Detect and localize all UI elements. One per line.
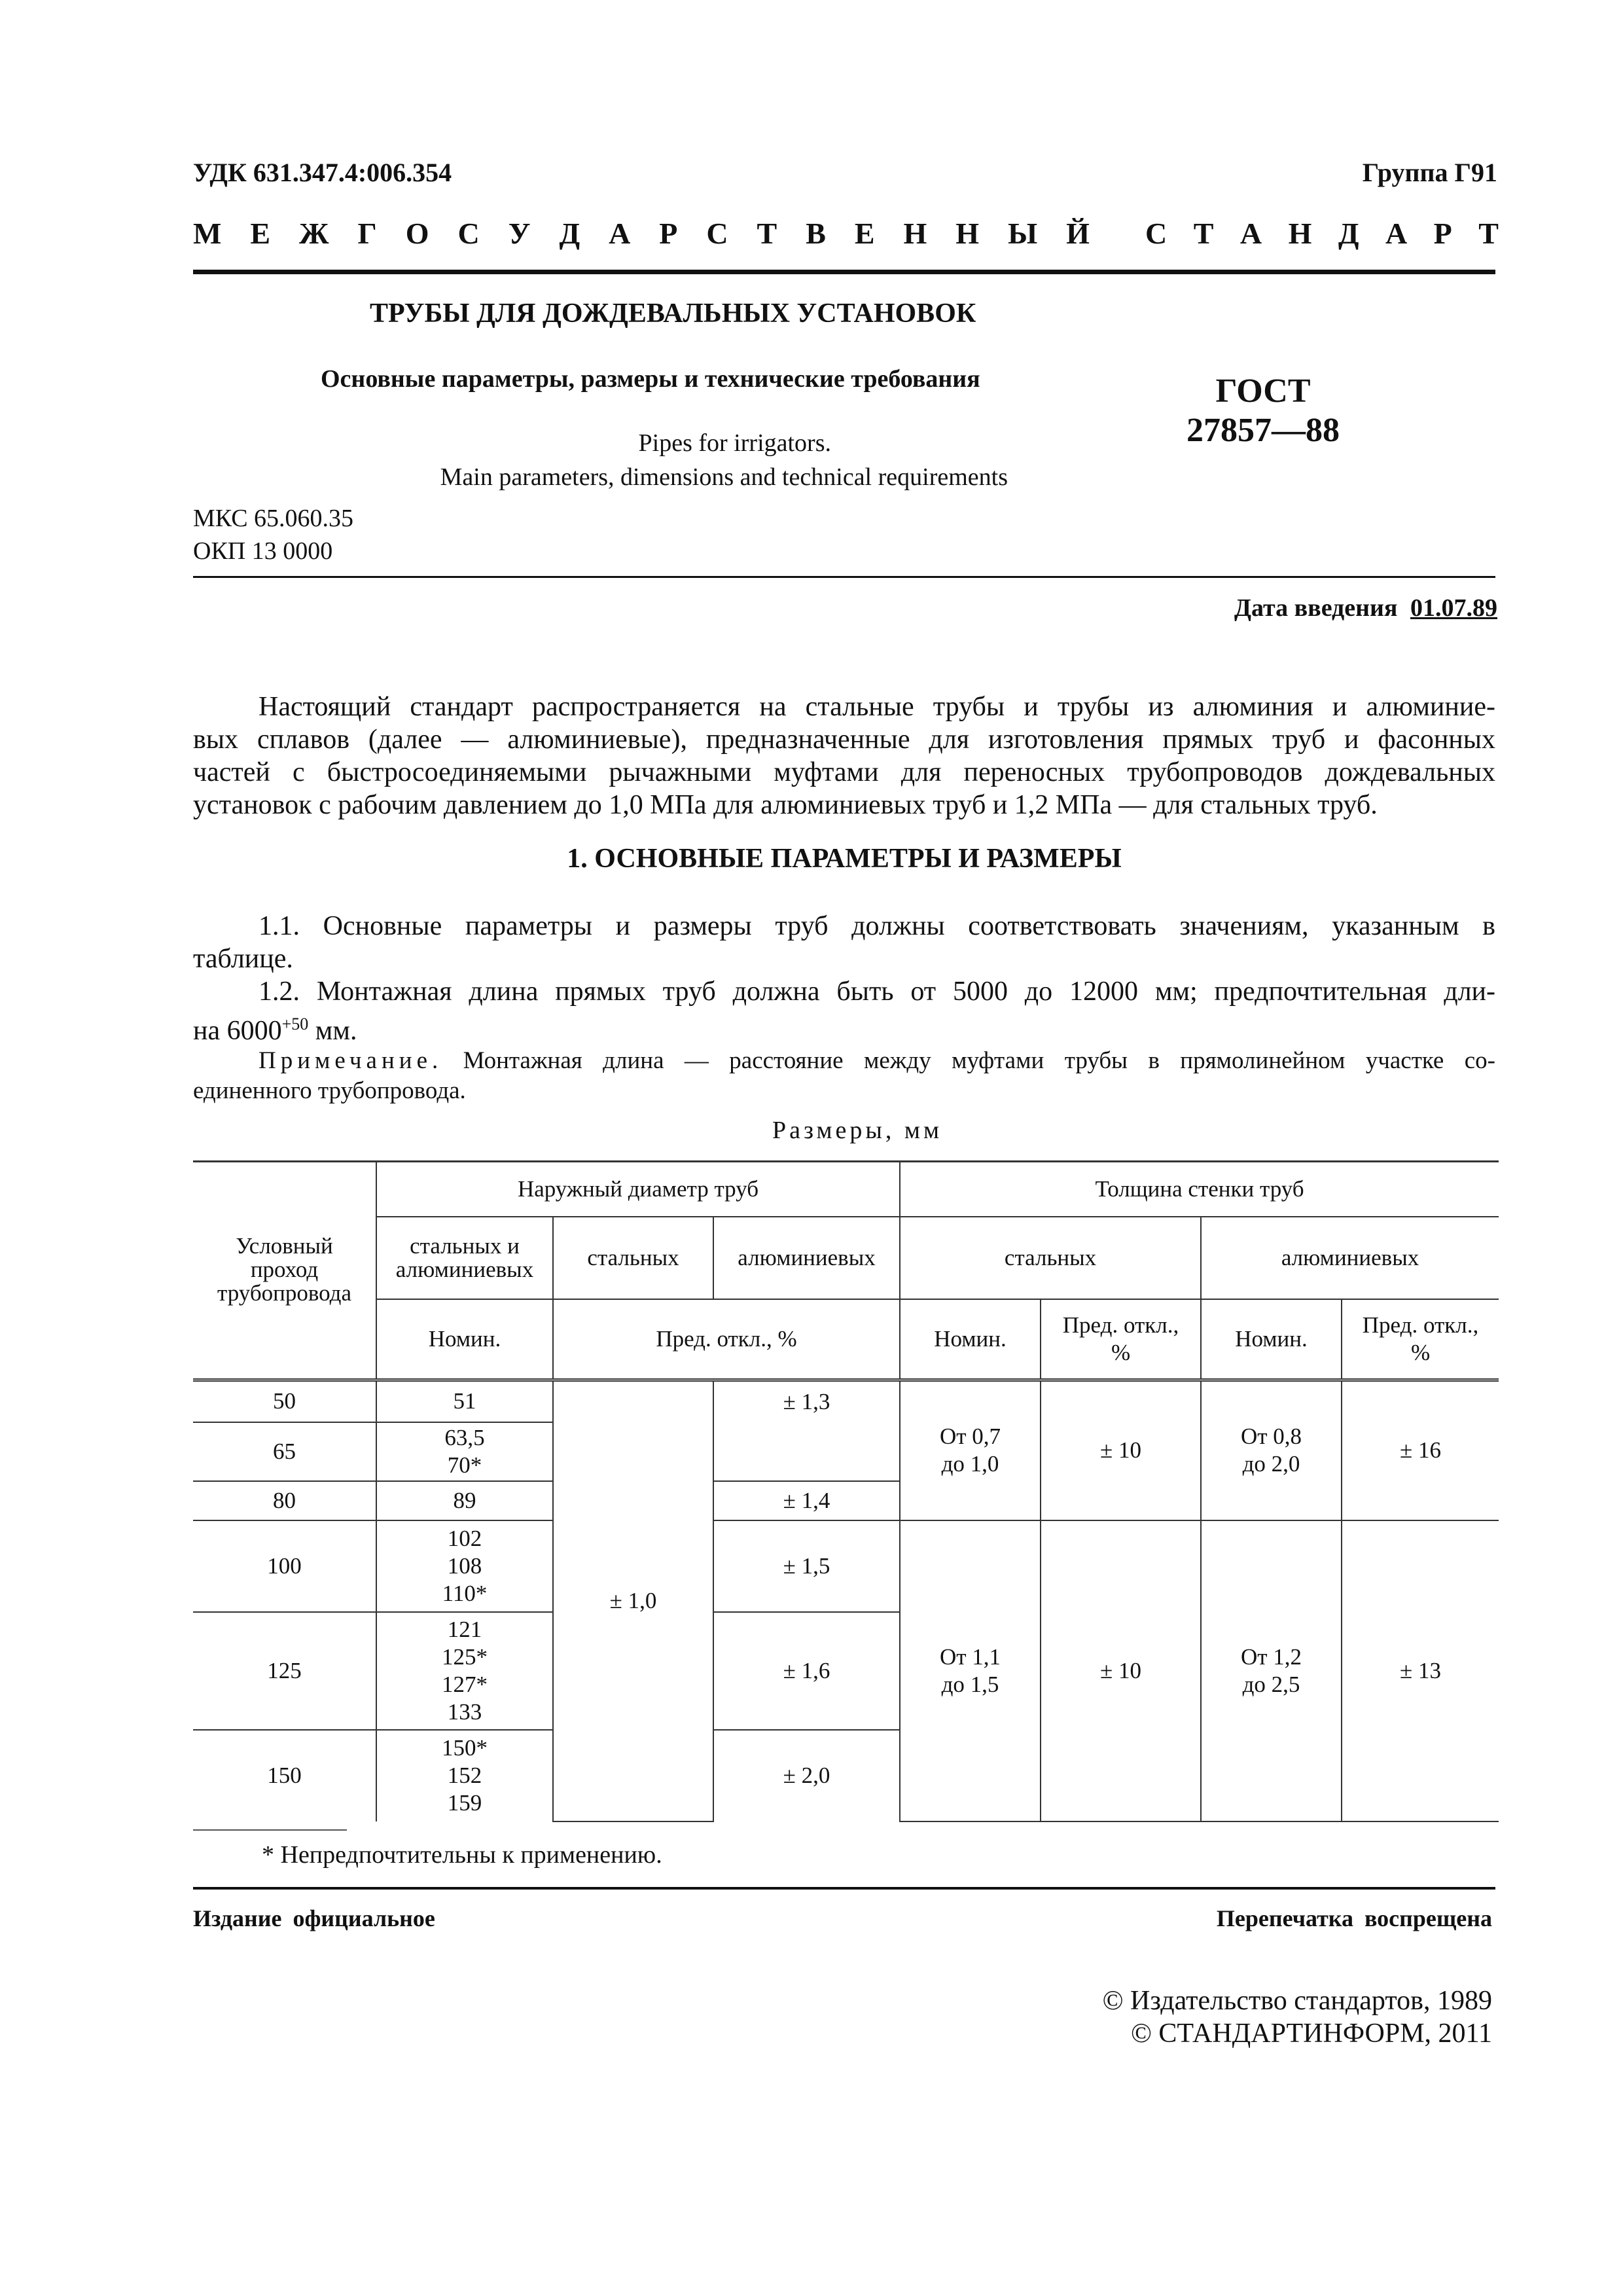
header-thick-rule bbox=[193, 270, 1495, 274]
wall-steel-nominal-cell bbox=[900, 1520, 1041, 1821]
copyright-line-2: © СТАНДАРТИНФОРМ, 2011 bbox=[1131, 2018, 1492, 2049]
paragraph-line: 1.1. Основные параметры и размеры труб должны соответствовать значениям, указанным в bbox=[259, 911, 1495, 941]
paragraph-1-2 bbox=[193, 975, 1495, 1047]
wall-value: до 1,0 bbox=[941, 1451, 999, 1477]
od-nominal-cell bbox=[376, 1380, 553, 1422]
intro-paragraph bbox=[193, 691, 1495, 821]
wall-aluminum-nominal-cell bbox=[1201, 1520, 1342, 1821]
header-wall-aluminum: алюминиевых bbox=[1201, 1217, 1499, 1299]
length-unit: мм. bbox=[308, 1016, 357, 1046]
header-tolerance-text: Пред. откл., bbox=[1362, 1312, 1479, 1338]
od-value: 63,5 bbox=[444, 1424, 485, 1450]
heading-letter: С bbox=[706, 217, 728, 250]
heading-letter: Й bbox=[1066, 217, 1090, 250]
heading-letter: Д bbox=[1338, 217, 1359, 250]
reprint-forbidden: Перепечатка воспрещена bbox=[1216, 1905, 1492, 1931]
bore-cell: 125 bbox=[193, 1612, 376, 1730]
bore-cell: 50 bbox=[193, 1380, 376, 1422]
paragraph-line bbox=[193, 1008, 1495, 1047]
wall-value: От 1,2 bbox=[1240, 1643, 1302, 1670]
od-nominal-cell bbox=[376, 1730, 553, 1821]
header-wall-aluminum-nominal: Номин. bbox=[1201, 1299, 1342, 1380]
intro-line: Настоящий стандарт распространяется на стальные трубы и трубы из алюминия и алюминие- bbox=[259, 692, 1495, 722]
heading-letter: Т bbox=[1193, 217, 1214, 250]
paragraph-1-1 bbox=[193, 910, 1495, 975]
od-value: 70* bbox=[447, 1452, 482, 1478]
heading-letter: Н bbox=[955, 217, 980, 250]
od-nominal-cell bbox=[376, 1520, 553, 1612]
header-wall-thickness: Толщина стенки труб bbox=[900, 1162, 1499, 1217]
od-value: 102 bbox=[447, 1525, 482, 1551]
header-outer-diameter: Наружный диаметр труб bbox=[376, 1162, 900, 1217]
od-value: 150* bbox=[442, 1735, 488, 1761]
steel-od-tolerance-cell: ± 1,0 bbox=[553, 1380, 713, 1821]
okp-code: ОКП 13 0000 bbox=[193, 537, 333, 565]
od-value: 152 bbox=[447, 1763, 482, 1788]
header-od-nominal: Номин. bbox=[376, 1299, 553, 1380]
heading-letter: Д bbox=[559, 217, 580, 250]
heading-letter: Ж bbox=[299, 217, 329, 250]
header-nominal-bore: Условный проход трубопровода bbox=[193, 1162, 376, 1380]
heading-letter: Г bbox=[357, 217, 377, 250]
bore-cell: 65 bbox=[193, 1422, 376, 1481]
bore-cell: 100 bbox=[193, 1520, 376, 1612]
header-od-tolerance: Пред. откл., % bbox=[553, 1299, 900, 1380]
table-units-caption: Размеры, мм bbox=[772, 1117, 942, 1144]
bore-cell: 150 bbox=[193, 1730, 376, 1821]
header-pct-text: % bbox=[1410, 1339, 1431, 1365]
od-nominal-cell bbox=[376, 1612, 553, 1730]
heading-letter: Е bbox=[854, 217, 875, 250]
intro-date-value: 01.07.89 bbox=[1410, 594, 1497, 622]
paragraph-line: таблице. bbox=[193, 944, 293, 974]
heading-letter: Н bbox=[903, 217, 927, 250]
standard-type-heading bbox=[193, 216, 1090, 251]
od-value: 127* bbox=[442, 1671, 488, 1697]
od-value: 89 bbox=[453, 1487, 476, 1513]
note-text: Монтажная длина — расстояние между муфтами трубы в прямолинейном участке со- bbox=[442, 1047, 1495, 1074]
heading-letter: М bbox=[193, 217, 222, 250]
heading-letter: Ы bbox=[1008, 217, 1038, 250]
od-value: 121 bbox=[447, 1616, 482, 1642]
alu-od-tolerance-cell: ± 1,6 bbox=[713, 1612, 900, 1730]
od-value: 110* bbox=[442, 1580, 488, 1606]
header-od-aluminum: алюминиевых bbox=[713, 1217, 900, 1299]
length-tolerance: +50 bbox=[281, 1014, 309, 1033]
wall-steel-tolerance-cell: ± 10 bbox=[1041, 1380, 1201, 1520]
heading-letter: С bbox=[457, 217, 480, 250]
table-footnote: * Непредпочтительны к применению. bbox=[262, 1841, 662, 1869]
document-subtitle: Основные параметры, размеры и технические требования bbox=[321, 365, 980, 393]
wall-value: до 2,5 bbox=[1242, 1671, 1300, 1697]
footer-rule bbox=[193, 1887, 1495, 1890]
heading-letter: А bbox=[1385, 217, 1408, 250]
wall-steel-nominal-cell bbox=[900, 1380, 1041, 1520]
od-value: 51 bbox=[453, 1388, 476, 1414]
od-nominal-cell bbox=[376, 1481, 553, 1520]
section-1-heading: 1. ОСНОВНЫЕ ПАРАМЕТРЫ И РАЗМЕРЫ bbox=[567, 844, 1122, 874]
note-label: Примечание. bbox=[259, 1047, 443, 1074]
header-od-steel-and-aluminum: стальных и алюминиевых bbox=[376, 1217, 553, 1299]
heading-letter: О bbox=[405, 217, 429, 250]
bore-cell: 80 bbox=[193, 1481, 376, 1520]
heading-letter: А bbox=[609, 217, 631, 250]
alu-od-tolerance-cell: ± 2,0 bbox=[713, 1730, 900, 1821]
note-line bbox=[193, 1046, 1495, 1076]
dimensions-table bbox=[193, 1160, 1499, 1822]
group-code: Группа Г91 bbox=[1362, 158, 1497, 187]
note-block bbox=[193, 1046, 1495, 1106]
intro-line: установок с рабочим давлением до 1,0 МПа для алюминиевых труб и 1,2 МПа — для стальных труб. bbox=[193, 790, 1378, 820]
od-value: 108 bbox=[447, 1552, 482, 1579]
official-edition: Издание официальное bbox=[193, 1905, 435, 1931]
intro-date-label: Дата введения bbox=[1234, 594, 1398, 622]
header-pct-text: % bbox=[1111, 1339, 1131, 1365]
header-wall-aluminum-tolerance bbox=[1342, 1299, 1499, 1380]
header-od-steel: стальных bbox=[553, 1217, 713, 1299]
wall-value: От 1,1 bbox=[939, 1643, 1001, 1670]
note-line: единенного трубопровода. bbox=[193, 1077, 466, 1104]
od-value: 133 bbox=[447, 1698, 482, 1725]
gost-number: 27857—88 bbox=[1186, 412, 1340, 449]
copyright-line-1: © Издательство стандартов, 1989 bbox=[1102, 1986, 1492, 2016]
intro-date bbox=[1234, 594, 1497, 622]
wall-aluminum-tolerance-cell: ± 13 bbox=[1342, 1520, 1499, 1821]
gost-label: ГОСТ bbox=[1215, 372, 1311, 410]
paragraph-line: 1.2. Монтажная длина прямых труб должна быть от 5000 до 12000 мм; предпочтительная дли- bbox=[259, 977, 1495, 1007]
header-wall-steel-nominal: Номин. bbox=[900, 1299, 1041, 1380]
intro-line: вых сплавов (далее — алюминиевые), предназначенные для изготовления прямых труб и фасонных bbox=[193, 725, 1495, 755]
alu-od-tolerance-cell: ± 1,3 bbox=[713, 1380, 900, 1481]
heading-letter: Н bbox=[1288, 217, 1312, 250]
wall-value: до 2,0 bbox=[1242, 1451, 1300, 1477]
wall-value: до 1,5 bbox=[941, 1671, 999, 1697]
document-title: ТРУБЫ ДЛЯ ДОЖДЕВАЛЬНЫХ УСТАНОВОК bbox=[370, 298, 976, 329]
wall-steel-tolerance-cell: ± 10 bbox=[1041, 1520, 1201, 1821]
heading-letter: С bbox=[1145, 217, 1168, 250]
od-value: 159 bbox=[447, 1790, 482, 1816]
header-wall-steel: стальных bbox=[900, 1217, 1201, 1299]
heading-letter: Р bbox=[659, 217, 678, 250]
wall-value: От 0,8 bbox=[1240, 1424, 1302, 1450]
udk-code: УДК 631.347.4:006.354 bbox=[193, 158, 452, 187]
length-value: на 6000 bbox=[193, 1016, 282, 1046]
heading-letter: В bbox=[806, 217, 826, 250]
footnote-rule bbox=[193, 1829, 347, 1831]
intro-line: частей с быстросоединяемыми рычажными муфтами для переносных трубопроводов дождевальных bbox=[193, 757, 1495, 787]
heading-letter: Р bbox=[1433, 217, 1452, 250]
alu-od-tolerance-cell: ± 1,5 bbox=[713, 1520, 900, 1612]
heading-letter: А bbox=[1240, 217, 1262, 250]
standard-word-heading bbox=[1145, 216, 1499, 251]
title-block-rule bbox=[193, 576, 1495, 578]
mks-code: МКС 65.060.35 bbox=[193, 505, 354, 532]
od-value: 125* bbox=[442, 1643, 488, 1670]
wall-value: От 0,7 bbox=[939, 1424, 1001, 1450]
wall-aluminum-nominal-cell bbox=[1201, 1380, 1342, 1520]
header-wall-steel-tolerance bbox=[1041, 1299, 1201, 1380]
english-title-line1: Pipes for irrigators. bbox=[638, 429, 831, 457]
wall-aluminum-tolerance-cell: ± 16 bbox=[1342, 1380, 1499, 1520]
heading-letter: У bbox=[508, 217, 531, 250]
english-title-line2: Main parameters, dimensions and technical requirements bbox=[440, 463, 1008, 491]
od-nominal-cell bbox=[376, 1422, 553, 1481]
alu-od-tolerance-cell: ± 1,4 bbox=[713, 1481, 900, 1520]
heading-letter: Е bbox=[250, 217, 271, 250]
heading-letter: Т bbox=[757, 217, 777, 250]
heading-letter: Т bbox=[1478, 217, 1499, 250]
header-tolerance-text: Пред. откл., bbox=[1062, 1312, 1179, 1338]
